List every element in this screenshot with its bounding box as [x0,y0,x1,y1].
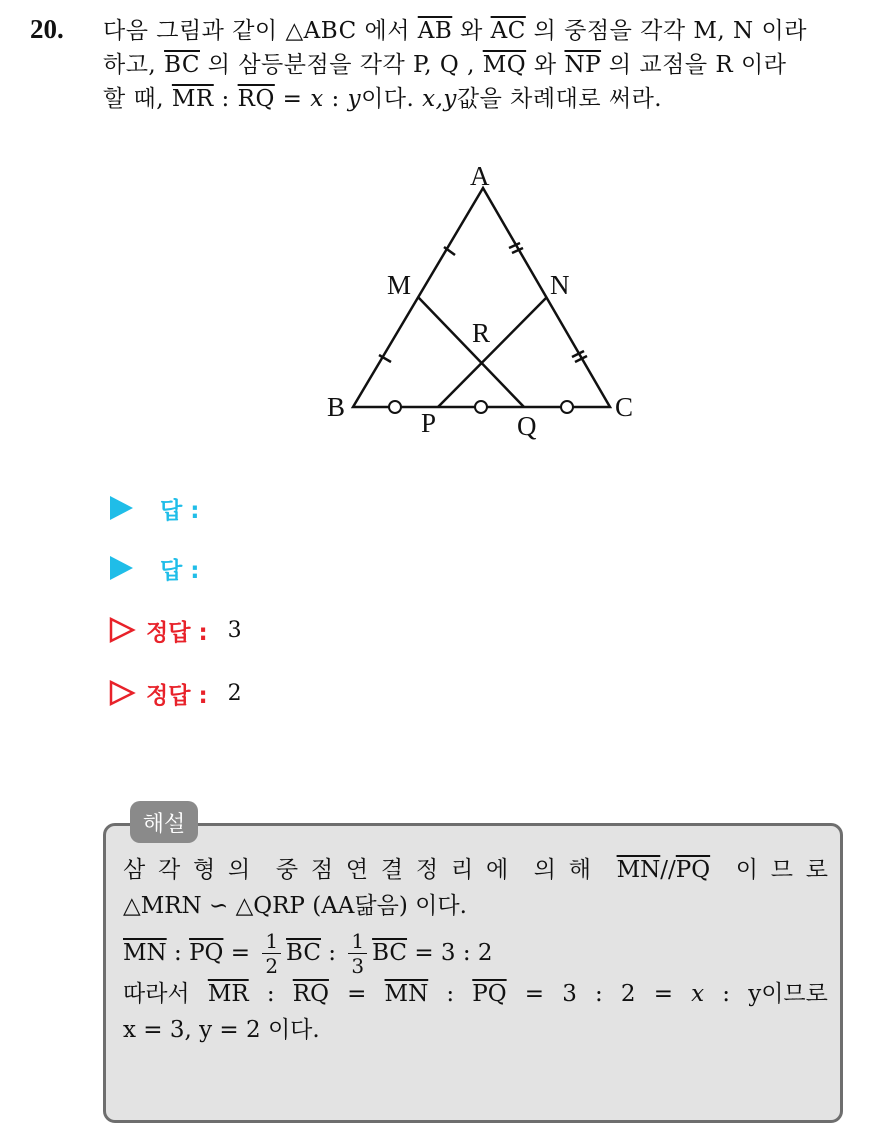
segment-mn: $\overline{MN}$ [616,857,661,883]
equal-mark-bp [389,401,401,413]
problem-statement [103,14,873,116]
solution-line-1: 삼 각 형 의 중 점 연 결 정 리 에 의 해 $\overline{MN}//\overline{PQ}$ 이 므 로 [123,857,828,883]
problem-number: 20. [30,14,64,44]
problem-line-1: 다음 그림과 같이 △ABC 에서 $\overline{AB}$ 와 $\overline{AC}$ 의 중점을 각각 M, N 이라 [103,18,807,44]
fraction-one-third: $\frac{1}{3}$ [348,931,367,976]
segment-rq: $\overline{RQ}$ [237,86,275,112]
problem-line-3: 할 때, $\overline{MR}$ : $\overline{RQ} = x$ : y이다. x,y값을 차례대로 써라. [103,86,663,112]
label-c: C [615,392,634,422]
segment-mq: $\overline{MQ}$ [482,52,527,78]
label-m: M [387,270,412,300]
segment-pq: $\overline{PQ}$ [675,857,711,883]
correct-answer-label: 정답 : [146,682,208,709]
solution-line-4: 따라서 $\overline{MR}$ : $\overline{RQ}$ = $\overline{MN}$ : $\overline{PQ}$ = 3 : 2 = x : y이므로 [123,981,828,1007]
solution-body [123,852,828,1048]
play-triangle-icon [108,495,134,521]
solution-tab: 해설 [130,801,198,843]
solution-line-2: △MRN ∽ △QRP (AA닮음) 이다. [123,893,467,919]
triangle-figure [310,155,670,445]
answer-label: 답 : [160,497,200,524]
answer-key-row-2 [108,675,242,711]
answer-blank-row-1 [108,490,199,526]
answer-key-row-1 [108,612,242,648]
segment-np-line [438,297,547,407]
segment-ab: $\overline{AB}$ [417,18,453,44]
equal-mark-pq [475,401,487,413]
segment-bc: $\overline{BC}$ [164,52,200,78]
outline-triangle-icon [108,616,136,644]
correct-answer-value: 2 [227,680,242,706]
answer-label: 답 : [160,557,200,584]
outline-triangle-icon [108,679,136,707]
correct-answer-value: 3 [227,617,242,643]
segment-ac: $\overline{AC}$ [490,18,526,44]
label-p: P [421,408,437,438]
equal-mark-qc [561,401,573,413]
segment-mq-line [418,297,524,407]
correct-answer-label: 정답 : [146,619,208,646]
problem-line-2: 하고, $\overline{BC}$ 의 삼등분점을 각각 P, Q , $\overline{MQ}$ 와 $\overline{NP}$ 의 교점을 R 이라 [103,52,787,78]
play-triangle-icon [108,555,134,581]
segment-np: $\overline{NP}$ [564,52,602,78]
segment-mr: $\overline{MR}$ [171,86,214,112]
label-a: A [470,161,490,191]
label-r: R [472,318,491,348]
label-b: B [327,392,346,422]
solution-line-5: x = 3, y = 2 이다. [123,1017,320,1043]
answer-blank-row-2 [108,550,199,586]
fraction-one-half: $\frac{1}{2}$ [262,931,281,976]
solution-line-3: $\overline{MN}$ : $\overline{PQ}$ = $\frac{1}{2}$ $\overline{BC}$ : $\frac{1}{3}$ $\overline{BC}$ = 3 : 2 [123,928,493,978]
label-q: Q [517,411,537,441]
label-n: N [550,270,570,300]
